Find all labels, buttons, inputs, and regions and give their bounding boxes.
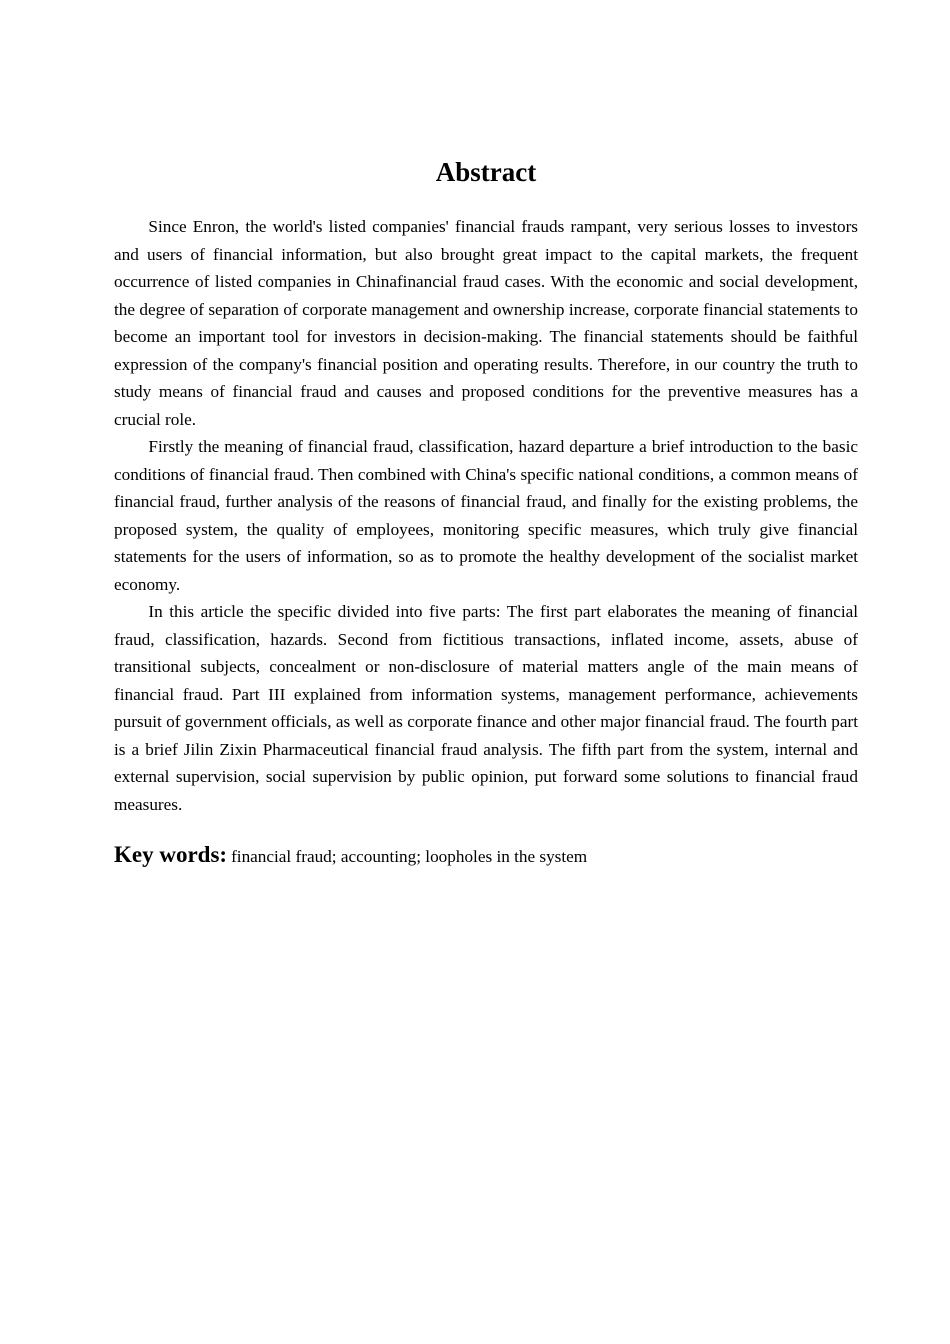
abstract-paragraph-1: Since Enron, the world's listed companies' financial frauds rampant, very serious losses to investors and users of financial information, but also brought great impact to the capital markets, the frequent occurrence of listed companies in Chinafinancial fraud cases. With the economic and social development, the degree of separation of corporate management and ownership increase, corporate financial statements to become an important tool for investors in decision-making. The financial statements should be faithful expression of the company's financial position and operating results. Therefore, in our country the truth to study means of financial fraud and causes and proposed conditions for the preventive measures has a crucial role. <box>114 217 858 429</box>
abstract-body <box>114 213 858 818</box>
abstract-title: Abstract <box>435 157 537 187</box>
abstract-paragraph-2: Firstly the meaning of financial fraud, classification, hazard departure a brief introduction to the basic conditions of financial fraud. Then combined with China's specific national conditions, a common means of financial fraud, further analysis of the reasons of financial fraud, and finally for the existing problems, the proposed system, the quality of employees, monitoring specific measures, which truly give financial statements for the users of information, so as to promote the healthy development of the socialist market economy. <box>114 437 858 594</box>
keywords-value: financial fraud; accounting; loopholes in the system <box>231 847 588 866</box>
keywords-line <box>114 838 858 875</box>
abstract-paragraph-3: In this article the specific divided into five parts: The first part elaborates the meaning of financial fraud, classification, hazards. Second from fictitious transactions, inflated income, assets, abuse of transitional subjects, concealment or non-disclosure of material matters angle of the main means of financial fraud. Part III explained from information systems, management performance, achievements pursuit of government officials, as well as corporate finance and other major financial fraud. The fourth part is a brief Jilin Zixin Pharmaceutical financial fraud analysis. The fifth part from the system, internal and external supervision, social supervision by public opinion, put forward some solutions to financial fraud measures. <box>114 602 858 814</box>
keywords-label: Key words: <box>114 842 228 867</box>
